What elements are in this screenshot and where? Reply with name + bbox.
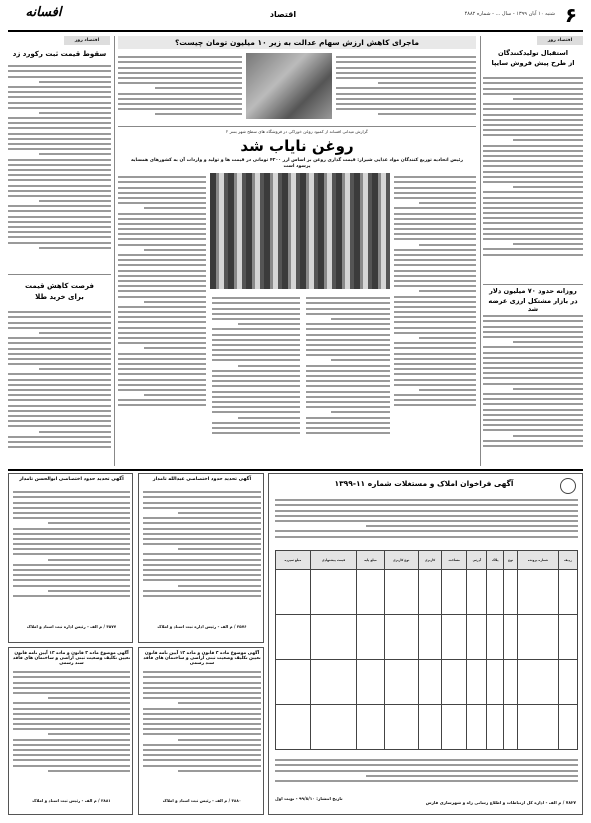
right-headline-3: روزانه حدود ۷۰ میلیون دلار <box>489 287 577 295</box>
notice-c-title: آگهی موضوع ماده ۳ قانون و ماده ۱۳ آیین نامه قانون تعیین تکلیف وضعیت ثبتی اراضی و ساختمان های فاقد سند رسمی <box>12 651 131 667</box>
tender-column-header: ردیف <box>558 551 577 570</box>
main-story <box>118 129 476 466</box>
date-line: شنبه ۱۰ آبان ۱۳۹۹ - سال ... - شماره ۴۸۸۲ <box>464 11 555 17</box>
tender-conditions <box>275 756 578 792</box>
notice-d <box>138 647 264 815</box>
top-story-rule <box>118 126 476 127</box>
tender-title: آگهی فراخوان املاک و مستغلات شماره ۱۱-۱۳۹۹ <box>334 479 514 488</box>
right-headline-4: در بازار مشتکل ارزی عرضه شد <box>488 297 578 313</box>
notice-b-title: آگهی تحدید حدود اختصاصی عبدالله تامدار <box>152 477 252 482</box>
tender-footer-right: ۷۸۲۷ / م الف - اداره کل ارتباطات و اطلاع رسانی راه و شهرسازی فارس <box>425 800 576 805</box>
notice-c-sign: ۳۸۸۱ / م الف - رئیس ثبت اسناد و املاک <box>32 798 111 803</box>
notice-a-body <box>13 488 130 614</box>
notice-d-sign: ۳۸۸۰ / م الف - رئیس ثبت اسناد و املاک <box>162 798 242 803</box>
tender-column-header: شماره پرونده <box>518 551 559 570</box>
left-column-divider <box>114 36 115 466</box>
main-body-col-3 <box>212 294 300 463</box>
notice-b-sign: ۳۵۷۶ / م الف - رئیس اداره ثبت اسناد و املاک <box>157 624 247 629</box>
notice-a-title: آگهی تحدید حدود اختصاصی ابوالحسن تامدار <box>19 477 124 482</box>
tender-column-header: کاربری <box>418 551 441 570</box>
tender-column-header: مبلغ پایه <box>357 551 384 570</box>
main-headline: روغن نایاب شد <box>240 137 354 155</box>
notice-b <box>138 473 264 643</box>
right-column-divider <box>480 36 481 466</box>
notice-b-body <box>143 488 261 614</box>
left-section-label: اقتصاد روز <box>64 36 110 45</box>
page-number: ۶ <box>564 3 578 27</box>
ads-separator <box>8 469 583 471</box>
tender-footer-left: تاریخ انتشار: ۹۹/۸/۱۰ - نوبت اول <box>275 796 343 801</box>
top-story-body-right <box>336 53 476 121</box>
right-body-1 <box>483 74 583 279</box>
tender-emblem <box>560 478 576 494</box>
tender-notice <box>268 473 583 815</box>
table-row <box>276 660 578 705</box>
left-body-2 <box>8 308 111 466</box>
main-story-photo <box>210 173 390 289</box>
left-subhead-1: فرصت کاهش قیمت <box>25 282 94 290</box>
tender-column-header: پلاک <box>487 551 504 570</box>
tender-table <box>275 550 578 750</box>
notice-a <box>8 473 133 643</box>
tender-column-header: نوع کاربری <box>384 551 418 570</box>
right-divider <box>483 284 583 285</box>
tender-column-header: مساحت <box>442 551 467 570</box>
left-headline: سقوط قیمت ثبت رکورد زد <box>12 50 107 58</box>
right-headline-2: از طرح پیش فروش سایپا <box>491 59 575 67</box>
top-story-headline: ماجرای کاهش ارزش سهام عدالت به زیر ۱۰ میلیون تومان چیست؟ <box>118 36 476 49</box>
table-row <box>276 570 578 615</box>
top-story-photo <box>246 53 332 119</box>
notice-a-sign: ۳۵۷۷ / م الف - رئیس اداره ثبت اسناد و املاک <box>26 624 117 629</box>
left-body-1 <box>8 62 111 268</box>
left-divider <box>8 274 111 275</box>
tender-column-header: مبلغ سپرده <box>276 551 311 570</box>
top-story <box>118 36 476 124</box>
left-subhead-2: برای خرید طلا <box>35 293 84 301</box>
tender-table-header-row <box>276 551 578 570</box>
table-row <box>276 615 578 660</box>
tender-column-header: نوع <box>504 551 518 570</box>
table-row <box>276 705 578 750</box>
top-story-body-left <box>118 53 242 121</box>
notice-d-body <box>143 668 261 788</box>
tender-column-header: قیمت پیشنهادی <box>310 551 356 570</box>
right-headline-1: استقبال تولیدکنندگان <box>498 49 568 57</box>
notice-c <box>8 647 133 815</box>
left-column <box>8 36 111 466</box>
main-kicker: گزارش میدانی افسانه از کمبود روغن خوراکی در فروشگاه های سطح شهر بسر ۲ <box>226 129 368 134</box>
main-body-col-4 <box>118 173 206 463</box>
notice-c-body <box>13 668 130 788</box>
tender-column-header: آدرس <box>467 551 487 570</box>
section-title: اقتصاد <box>269 10 297 19</box>
right-body-2 <box>483 312 583 466</box>
main-body-col-1 <box>394 173 476 463</box>
masthead-rule <box>8 30 583 32</box>
main-body-col-2 <box>306 294 390 463</box>
tender-table-grid <box>275 550 578 750</box>
notice-d-title: آگهی موضوع ماده ۳ قانون و ماده ۱۳ آیین نامه قانون تعیین تکلیف وضعیت ثبتی اراضی و ساختمان های فاقد سند رسمی <box>143 651 261 667</box>
tender-intro <box>275 496 578 546</box>
masthead-logo: افسانه <box>25 5 62 20</box>
right-column <box>483 36 583 466</box>
right-section-label: اقتصاد روز <box>537 36 583 45</box>
main-deck: رئیس اتحادیه توزیع کنندگان مواد غذایی شیراز: قیمت گذاری روغن بر اساس ارز ۴۲۰۰ تومانی در قیمت ها و تولید و واردات آن به کشورهای همسایه پرسود است <box>131 158 463 169</box>
